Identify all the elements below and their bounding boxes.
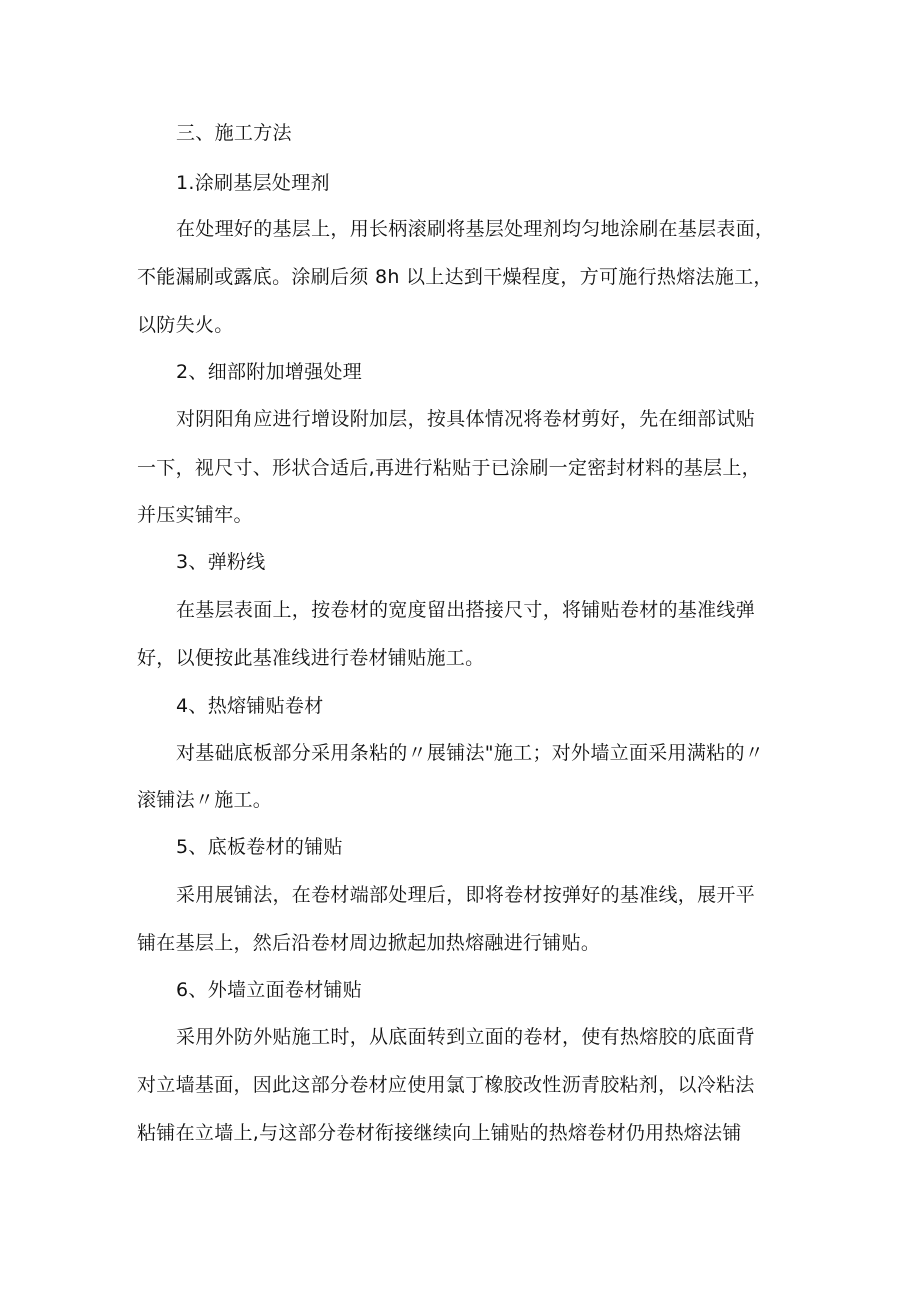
subsection-title-2: 2、细部附加增强处理 [176, 361, 363, 383]
paragraph-line: 以防失火。 [137, 314, 234, 336]
paragraph-line: 铺在基层上，然后沿卷材周边掀起加热熔融进行铺贴。 [137, 932, 601, 954]
paragraph-line: 对立墙基面，因此这部分卷材应使用氯丁橡胶改性沥青胶粘剂，以冷粘法 [137, 1074, 755, 1096]
paragraph-line: 在处理好的基层上，用长柄滚刷将基层处理剂均匀地涂刷在基层表面， [176, 218, 775, 240]
paragraph-line: 并压实铺牢。 [137, 504, 253, 526]
paragraph-line: 不能漏刷或露底。涂刷后须 8h 以上达到干燥程度，方可施行热熔法施工， [137, 266, 773, 288]
paragraph-line: 对基础底板部分采用条粘的〃展铺法"施工；对外墙立面采用满粘的〃 [176, 742, 765, 764]
paragraph-line: 粘铺在立墙上,与这部分卷材衔接继续向上铺贴的热熔卷材仍用热熔法铺 [137, 1122, 742, 1144]
paragraph-line: 好，以便按此基准线进行卷材铺贴施工。 [137, 647, 485, 669]
subsection-title-6: 6、外墙立面卷材铺贴 [176, 979, 363, 1001]
subsection-title-3: 3、弹粉线 [176, 551, 266, 573]
paragraph-line: 对阴阳角应进行增设附加层，按具体情况将卷材剪好，先在细部试贴 [176, 408, 756, 430]
subsection-title-5: 5、底板卷材的铺贴 [176, 836, 343, 858]
paragraph-line: 采用外防外贴施工时，从底面转到立面的卷材，使有热熔胶的底面背 [176, 1026, 756, 1048]
paragraph-line: 滚铺法〃施工。 [137, 789, 273, 811]
paragraph-line: 在基层表面上，按卷材的宽度留出搭接尺寸，将铺贴卷材的基准线弹 [176, 599, 756, 621]
section-heading: 三、施工方法 [176, 122, 292, 144]
subsection-title-1: 1.涂刷基层处理剂 [176, 172, 330, 194]
paragraph-line: 采用展铺法，在卷材端部处理后，即将卷材按弹好的基准线，展开平 [176, 884, 756, 906]
paragraph-line: 一下，视尺寸、形状合适后,再进行粘贴于已涂刷一定密封材料的基层上， [137, 457, 761, 479]
subsection-title-4: 4、热熔铺贴卷材 [176, 695, 324, 717]
